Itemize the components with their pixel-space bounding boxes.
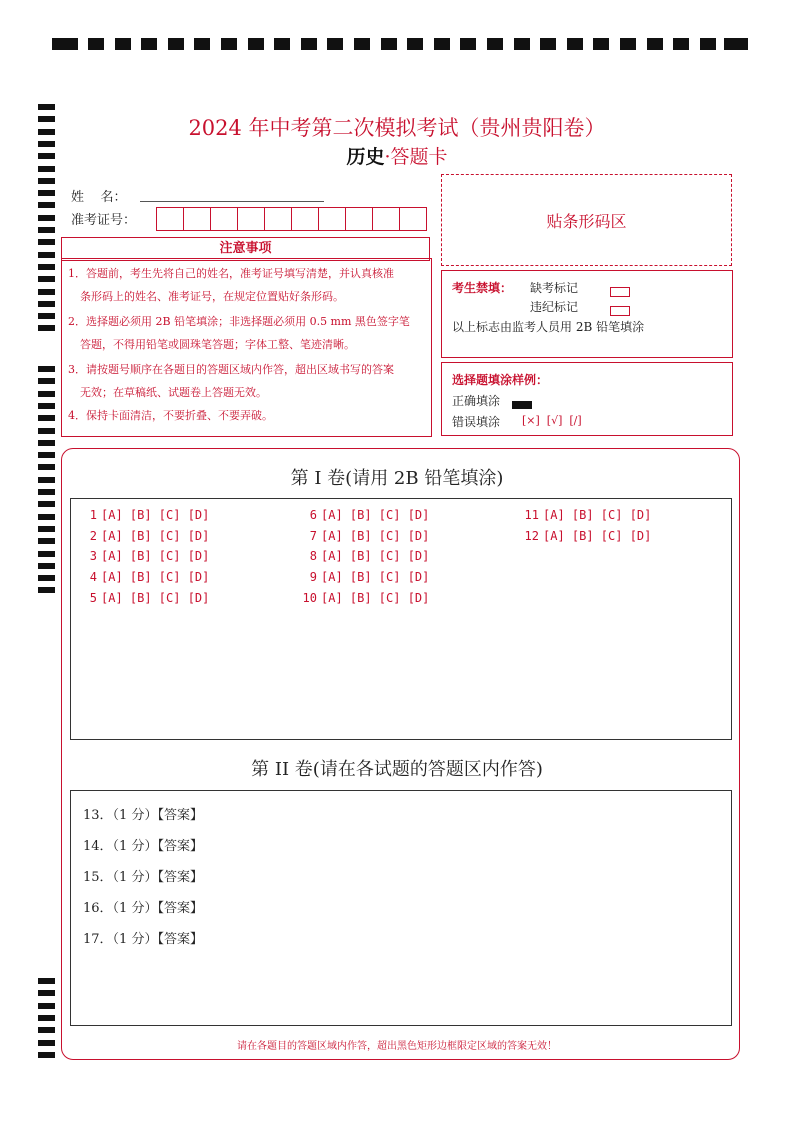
timing-mark — [38, 178, 55, 184]
notice-line: 2．选择题必须用 2B 铅笔填涂；非选择题必须用 0.5 mm 黑色签字笔 — [68, 315, 410, 328]
timing-mark — [38, 289, 55, 295]
timing-mark — [38, 452, 55, 458]
notice-line: 条形码上的姓名、准考证号，在规定位置贴好条形码。 — [80, 290, 344, 303]
notice-line: 4．保持卡面清洁，不要折叠、不要弄破。 — [68, 409, 273, 422]
timing-mark — [567, 38, 583, 50]
timing-mark — [38, 990, 55, 996]
id-digit-box[interactable] — [345, 207, 373, 231]
mc-question-row[interactable] — [301, 508, 429, 522]
id-digit-box[interactable] — [318, 207, 346, 231]
timing-mark — [381, 38, 397, 50]
timing-mark — [38, 301, 55, 307]
subject-name: 历史 — [346, 146, 385, 168]
absent-mark-box[interactable] — [610, 287, 630, 297]
answer-item[interactable]: 15．（1 分）【答案】 — [83, 870, 203, 885]
mc-question-row[interactable] — [81, 549, 209, 563]
notice-line: 答题，不得用铅笔或圆珠笔答题；字体工整、笔迹清晰。 — [80, 338, 355, 351]
timing-mark — [248, 38, 264, 50]
timing-mark — [487, 38, 503, 50]
wrong-fill-label: 错误填涂 — [452, 415, 501, 429]
timing-mark — [514, 38, 530, 50]
footer-note: 请在各题目的答题区域内作答，超出黑色矩形边框限定区域的答案无效！ — [237, 1041, 557, 1052]
timing-mark — [38, 202, 55, 208]
absent-label: 缺考标记 — [530, 281, 579, 295]
subject-dot: · — [384, 146, 391, 168]
id-digit-box[interactable] — [237, 207, 265, 231]
mc-options[interactable]: [A] [B] [C] [D] — [321, 570, 430, 584]
mc-question-row[interactable] — [301, 529, 429, 543]
mc-options[interactable]: [A] [B] [C] [D] — [321, 508, 430, 522]
timing-mark — [38, 587, 55, 593]
written-answer-box — [70, 790, 732, 1026]
timing-mark — [38, 538, 55, 544]
ban-note: 以上标志由监考人员用 2B 铅笔填涂 — [452, 320, 645, 334]
timing-mark — [38, 325, 55, 331]
ban-heading: 考生禁填： — [452, 281, 513, 295]
timing-mark — [38, 526, 55, 532]
timing-mark — [724, 38, 748, 50]
timing-mark — [38, 227, 55, 233]
timing-mark — [88, 38, 104, 50]
timing-mark — [38, 239, 55, 245]
wrong-fill-samples: [×] [√] [/] — [522, 414, 582, 427]
notice-heading: 注意事项 — [61, 237, 430, 261]
timing-mark — [38, 104, 55, 110]
timing-mark — [168, 38, 184, 50]
mc-options[interactable]: [A] [B] [C] [D] — [101, 549, 210, 563]
timing-mark — [38, 978, 55, 984]
timing-mark — [301, 38, 317, 50]
timing-mark — [38, 366, 55, 372]
timing-mark — [38, 378, 55, 384]
timing-mark — [38, 575, 55, 581]
timing-mark — [274, 38, 290, 50]
timing-mark — [141, 38, 157, 50]
mc-options[interactable]: [A] [B] [C] [D] — [101, 570, 210, 584]
mc-options[interactable]: [A] [B] [C] [D] — [321, 549, 430, 563]
timing-mark — [38, 551, 55, 557]
notice-body — [61, 258, 432, 437]
timing-mark — [647, 38, 663, 50]
timing-mark — [38, 1015, 55, 1021]
card-label: 答题卡 — [390, 146, 448, 168]
id-digit-box[interactable] — [372, 207, 400, 231]
correct-fill-sample — [512, 401, 532, 409]
mc-question-row[interactable] — [301, 549, 429, 563]
answer-item[interactable]: 17．（1 分）【答案】 — [83, 932, 203, 947]
mc-question-row[interactable] — [81, 529, 209, 543]
mc-options[interactable]: [A] [B] [C] [D] — [543, 508, 652, 522]
notice-line: 1．答题前，考生先将自己的姓名，准考证号填写清楚，并认真核准 — [68, 267, 394, 280]
timing-mark — [700, 38, 716, 50]
violation-mark-box[interactable] — [610, 306, 630, 316]
mc-question-number: 2 — [89, 529, 97, 543]
mc-question-number: 8 — [309, 549, 317, 563]
exam-title: 2024 年中考第二次模拟考试（贵州贵阳卷） — [188, 116, 606, 140]
timing-mark — [38, 440, 55, 446]
mc-question-row[interactable] — [81, 591, 209, 605]
timing-mark — [38, 403, 55, 409]
timing-mark — [38, 428, 55, 434]
mc-question-number: 11 — [524, 508, 539, 522]
barcode-area — [441, 174, 732, 266]
mc-question-number: 5 — [89, 591, 97, 605]
mc-question-number: 9 — [309, 570, 317, 584]
timing-mark — [194, 38, 210, 50]
answer-item[interactable]: 13．（1 分）【答案】 — [83, 808, 203, 823]
timing-mark — [115, 38, 131, 50]
timing-mark — [221, 38, 237, 50]
section-2-title: 第 II 卷(请在各试题的答题区内作答) — [251, 759, 543, 780]
mc-question-number: 12 — [524, 529, 539, 543]
timing-mark — [540, 38, 556, 50]
mc-question-row[interactable] — [301, 570, 429, 584]
timing-mark — [620, 38, 636, 50]
mc-options[interactable]: [A] [B] [C] [D] — [101, 591, 210, 605]
timing-mark — [460, 38, 476, 50]
name-label: 姓 名： — [71, 190, 127, 205]
timing-mark — [407, 38, 423, 50]
timing-mark — [354, 38, 370, 50]
mc-question-row[interactable] — [523, 529, 651, 543]
timing-mark — [38, 264, 55, 270]
mc-question-number: 3 — [89, 549, 97, 563]
timing-mark — [38, 1052, 55, 1058]
subject-heading — [0, 142, 794, 169]
multiple-choice-box — [70, 498, 732, 740]
section-1-title: 第 I 卷(请用 2B 铅笔填涂) — [290, 468, 504, 489]
correct-fill-label: 正确填涂 — [452, 394, 501, 408]
timing-mark — [38, 276, 55, 282]
timing-mark — [434, 38, 450, 50]
proctor-only-box — [441, 270, 733, 358]
timing-mark — [593, 38, 609, 50]
id-digit-box[interactable] — [156, 207, 184, 231]
timing-mark — [38, 514, 55, 520]
mc-options[interactable]: [A] [B] [C] [D] — [321, 591, 430, 605]
mc-question-number: 4 — [89, 570, 97, 584]
notice-line: 无效；在草稿纸、试题卷上答题无效。 — [80, 386, 267, 399]
id-label: 准考证号： — [71, 213, 137, 228]
id-digit-box[interactable] — [183, 207, 211, 231]
id-digit-box[interactable] — [291, 207, 319, 231]
mc-options[interactable]: [A] [B] [C] [D] — [321, 529, 430, 543]
mc-options[interactable]: [A] [B] [C] [D] — [543, 529, 652, 543]
fill-heading: 选择题填涂样例： — [452, 373, 549, 387]
mc-question-number: 6 — [309, 508, 317, 522]
timing-mark — [38, 563, 55, 569]
timing-mark — [38, 415, 55, 421]
exam-id-boxes[interactable] — [156, 207, 426, 231]
answer-item[interactable]: 14．（1 分）【答案】 — [83, 839, 203, 854]
timing-mark — [38, 215, 55, 221]
timing-mark — [38, 391, 55, 397]
mc-question-number: 1 — [89, 508, 97, 522]
timing-mark — [38, 313, 55, 319]
mc-question-row[interactable] — [81, 508, 209, 522]
mc-question-row[interactable] — [301, 591, 429, 605]
mc-question-row[interactable] — [81, 570, 209, 584]
notice-line: 3．请按题号顺序在各题目的答题区域内作答，超出区域书写的答案 — [68, 363, 394, 376]
name-field[interactable] — [140, 201, 324, 202]
mc-options[interactable]: [A] [B] [C] [D] — [101, 508, 210, 522]
mc-options[interactable]: [A] [B] [C] [D] — [101, 529, 210, 543]
barcode-label: 贴条形码区 — [546, 211, 627, 231]
id-digit-box[interactable] — [210, 207, 238, 231]
timing-mark — [38, 252, 55, 258]
fill-sample-box — [441, 362, 733, 436]
timing-mark — [38, 1027, 55, 1033]
timing-mark — [673, 38, 689, 50]
top-timing-marks — [52, 38, 748, 52]
timing-mark — [52, 38, 78, 50]
id-digit-box[interactable] — [264, 207, 292, 231]
mc-question-number: 7 — [309, 529, 317, 543]
mc-question-row[interactable] — [523, 508, 651, 522]
violation-label: 违纪标记 — [530, 300, 579, 314]
timing-mark — [38, 501, 55, 507]
answer-item[interactable]: 16．（1 分）【答案】 — [83, 901, 203, 916]
timing-mark — [38, 1003, 55, 1009]
timing-mark — [327, 38, 343, 50]
id-digit-box[interactable] — [399, 207, 427, 231]
mc-question-number: 10 — [302, 591, 317, 605]
timing-mark — [38, 190, 55, 196]
